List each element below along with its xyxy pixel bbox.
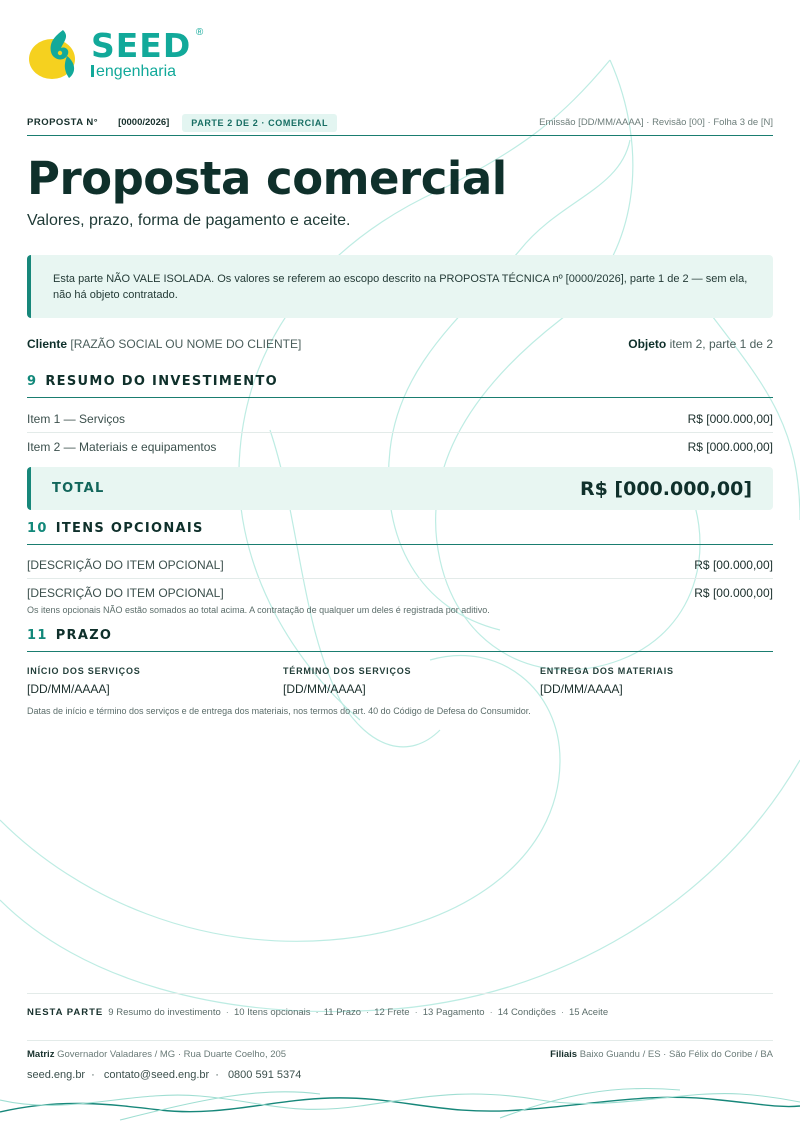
optional-row-value: R$ [00.000,00] (694, 558, 773, 572)
optional-row-value: R$ [00.000,00] (694, 585, 773, 600)
optional-row-label: [DESCRIÇÃO DO ITEM OPCIONAL] (27, 585, 224, 600)
date-label: ENTREGA DOS MATERIAIS (540, 666, 674, 676)
parts-item[interactable]: 11 Prazo (323, 1006, 362, 1018)
section-number: 9 (27, 374, 38, 389)
investment-row (27, 406, 773, 433)
object-label: Objeto (628, 337, 667, 351)
investment-row-label: Item 2 — Materiais e equipamentos (27, 439, 217, 454)
hq-address (27, 1049, 286, 1060)
investment-row-label: Item 1 — Serviços (27, 412, 126, 426)
date-label: INÍCIO DOS SERVIÇOS (27, 666, 141, 676)
optional-row (27, 552, 773, 579)
hq-label: Matriz (27, 1049, 55, 1060)
phone-number[interactable]: 0800 591 5374 (227, 1069, 302, 1081)
proposal-meta-row (27, 110, 773, 136)
section-investment-heading (27, 374, 773, 398)
section-title: PRAZO (55, 628, 113, 643)
date-value: [DD/MM/AAAA] (540, 682, 623, 696)
date-value: [DD/MM/AAAA] (27, 682, 110, 696)
deadline-note: Datas de início e término dos serviços e de entrega dos materiais, nos termos do art. 40 do Código de Defesa do Consumidor. (27, 706, 531, 716)
total-label: TOTAL (52, 481, 105, 496)
date-end (283, 666, 523, 696)
parts-item[interactable]: 13 Pagamento (422, 1006, 485, 1018)
branches-value: Baixo Guandu / ES · São Félix do Coribe / BA (579, 1049, 773, 1060)
date-materials (540, 666, 780, 696)
total-box (27, 467, 773, 510)
optional-row-label: [DESCRIÇÃO DO ITEM OPCIONAL] (27, 558, 224, 572)
brand-name: SEED (91, 25, 192, 65)
brand-logo (27, 25, 204, 82)
contact-row: seed.eng.br · contato@seed.eng.br · 0800 591 5374 (27, 1069, 302, 1081)
parts-label: NESTA PARTE (27, 1006, 104, 1018)
client-value: [RAZÃO SOCIAL OU NOME DO CLIENTE] (70, 337, 302, 351)
seed-logo-icon (27, 26, 81, 82)
proposal-number: [0000/2026] (118, 117, 170, 128)
investment-row-value: R$ [000.000,00] (687, 439, 773, 454)
section-optional-heading (27, 521, 773, 545)
branches-label: Filiais (550, 1049, 578, 1060)
parts-item[interactable]: 9 Resumo do investimento (108, 1006, 221, 1018)
section-title: ITENS OPCIONAIS (55, 521, 204, 536)
section-deadline-heading (27, 628, 773, 652)
section-title: RESUMO DO INVESTIMENTO (45, 374, 278, 389)
issue-info: Emissão [DD/MM/AAAA] · Revisão [00] · Folha 3 de [N] (539, 117, 773, 128)
section-number: 10 (27, 521, 48, 536)
brand-subline: engenharia (91, 63, 191, 80)
hq-value: Governador Valadares / MG · Rua Duarte Coelho, 205 (57, 1049, 287, 1060)
proposal-number-label: PROPOSTA N° (27, 117, 99, 128)
optional-row (27, 579, 773, 606)
registered-mark: ® (195, 26, 204, 38)
parts-index: NESTA PARTE 9 Resumo do investimento · 10 Itens opcionais · 11 Prazo · 12 Frete · 13 Pagamento · 14 Condições · 15 Aceite (27, 993, 773, 1030)
object-value: item 2, parte 1 de 2 (669, 337, 773, 351)
page-footer (27, 1040, 773, 1081)
optional-note: Os itens opcionais NÃO estão somados ao total acima. A contratação de qualquer um deles é registrada por aditivo. (27, 605, 490, 615)
page-title: Proposta comercial (27, 152, 507, 205)
client-label: Cliente (27, 337, 68, 351)
investment-row-value: R$ [000.000,00] (687, 412, 773, 426)
proposal-page (27, 0, 773, 1132)
parts-item[interactable]: 10 Itens opcionais (233, 1006, 311, 1018)
total-value: R$ [000.000,00] (579, 477, 752, 500)
branches-address (550, 1049, 773, 1060)
parts-item[interactable]: 15 Aceite (569, 1006, 609, 1018)
section-number: 11 (27, 628, 48, 643)
date-label: TÉRMINO DOS SERVIÇOS (283, 666, 412, 676)
object-info (628, 337, 773, 351)
email-link[interactable]: contato@seed.eng.br (103, 1069, 210, 1081)
parts-item[interactable]: 12 Frete (374, 1006, 410, 1018)
website-link[interactable]: seed.eng.br (27, 1069, 86, 1081)
investment-row (27, 433, 773, 460)
client-row (27, 337, 773, 351)
date-start (27, 666, 267, 696)
part-badge: PARTE 2 DE 2 · COMERCIAL (182, 114, 337, 132)
parts-item[interactable]: 14 Condições (497, 1006, 556, 1018)
notice-box: Esta parte NÃO VALE ISOLADA. Os valores se referem ao escopo descrito na PROPOSTA TÉCNICA nº [0000/2026], parte 1 de 2 — sem ela, não há objeto contratado. (27, 255, 773, 318)
date-value: [DD/MM/AAAA] (283, 682, 366, 696)
client-info (27, 337, 301, 351)
page-subtitle: Valores, prazo, forma de pagamento e aceite. (27, 212, 351, 229)
